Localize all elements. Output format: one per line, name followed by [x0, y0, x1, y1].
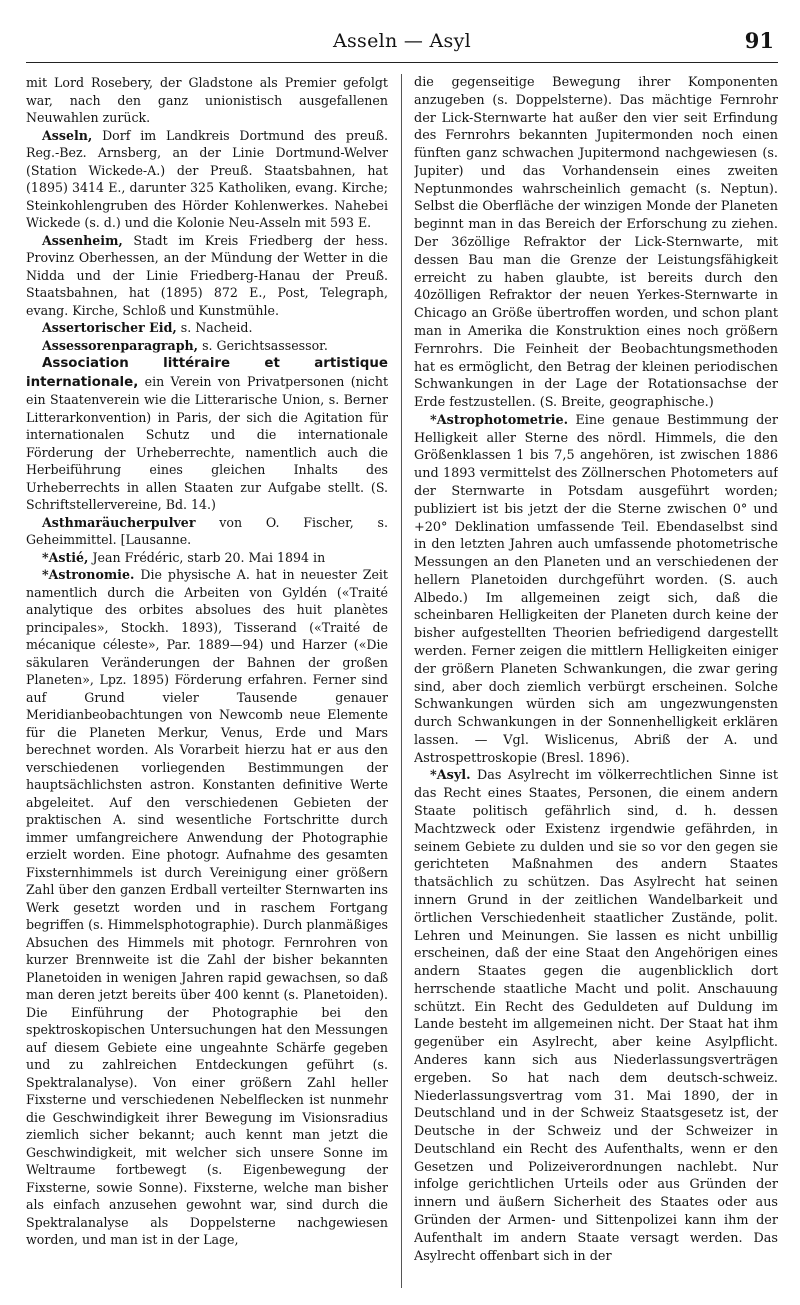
entry-headword: Asseln,: [42, 127, 93, 143]
entry-text: s. Nacheid.: [176, 320, 253, 335]
entry-text: Jean Frédéric, starb 20. Mai 1894 in: [88, 549, 326, 565]
entry-headword: Asthmaräucherpulver: [42, 514, 196, 530]
entry-text: mit Lord Rosebery, der Gladstone als Premier gefolgt war, nach den ganz unionistisch ausgefallenen Neuwahlen zurück.: [26, 75, 388, 125]
entry-text: s. Gerichtsassessor.: [198, 337, 328, 353]
entry-text: Dorf im Landkreis Dortmund des preuß. Reg.-Bez. Arnsberg, an der Linie Dortmund-Welver (Station Wickede-A.) der Preuß. Staatsbahnen, hat (1895) 3414 E., darunter 325 Katholiken, evang. Kirche; Steinkohlengruben des Hörder Kohlenwerkes. Nahebei Wickede (s. d.) und die Kolonie Neu-Asseln mit 593 E.: [26, 127, 388, 230]
entry-headword: Assertorischer Eid,: [42, 320, 177, 335]
entry-asseln: [26, 127, 388, 232]
entry-asthmaraeucherpulver: [26, 514, 388, 549]
entry-headword: Assessorenparagraph,: [42, 337, 199, 353]
entry-text: Das Asylrecht im völkerrechtlichen Sinne ist das Recht eines Staates, Personen, die einem andern Staate politisch gefährlich sind, d. h. dessen Machtzweck oder Existenz irgendwie gefährden, in seinem Gebiete zu dulden und sie so vor den gegen sie gerichteten Maßnahmen des andern Staates thatsächlich zu schützen. Das Asylrecht hat seinen innern Grund in der zeitlichen Wandelbarkeit und örtlichen Verschiedenheit staatlicher Zustände, polit. Lehren und Meinungen. Sie lassen es nicht unbillig erscheinen, daß der eine Staat den Angehörigen eines andern Staates gegen die augenblicklich dort herrschende staatliche Macht und polit. Anschauung schützt. Ein Recht des Geduldeten auf Duldung im Lande besteht im allgemeinen nicht. Der Staat hat ihm gegenüber ein Asylrecht, aber keine Asylpflicht. Anderes kann sich aus Niederlassungsverträgen ergeben. So hat nach dem deutsch-schweiz. Niederlassungsvertrag vom 31. Mai 1890, der in Deutschland und in der Schweiz Staatsgesetz ist, der Deutsche in der Schweiz und der Schweizer in Deutschland ein Recht des Aufenthalts, wenn er den Gesetzen und Polizeiverordnungen nachlebt. Nur infolge gerichtlichen Urteils oder aus Gründen der innern und äußern Sicherheit des Staates oder aus Gründen der Armen- und Sittenpolizei kann ihm der Aufenthalt im andern Staate versagt werden. Das Asylrecht offenbart sich in der: [414, 768, 778, 1264]
entry-text: Stadt im Kreis Friedberg der hess. Provinz Oberhessen, an der Mündung der Wetter in die Nidda und der Linie Friedberg-Hanau der Preuß. Staatsbahnen, hat (1895) 872 E., Post, Telegraph, evang. Kirche, Schloß und Kunstmühle.: [26, 232, 388, 318]
entry-astie: [26, 549, 388, 567]
entry-headword: *Astronomie.: [42, 567, 135, 582]
entry-text: von O. Fischer, s. Geheimmittel. [Lausanne.: [26, 514, 388, 547]
entry-text: die gegenseitige Bewegung ihrer Komponenten anzugeben (s. Doppelsterne). Das mächtige Fernrohr der Lick-Sternwarte hat außer den vier seit Erfindung des Fernrohrs bekannten Jupitermonden noch einen fünften ganz schwachen Jupitermond nachgewiesen (s. Jupiter) und das Vorhandensein eines zweiten Neptunmondes wahrscheinlich gemacht (s. Neptun). Selbst die Oberfläche der winzigen Monde der Planeten beginnt man in das Bereich der Erforschung zu ziehen. Der 36zöllige Refraktor der Lick-Sternwarte, mit dessen Bau man die Grenze der Leistungsfähigkeit erreicht zu haben glaubte, ist bereits durch den 40zölligen Refraktor der neuen Yerkes-Sternwarte in Chicago an Größe übertroffen worden, und schon plant man in Amerika die Konstruktion eines noch größern Fernrohrs. Die Feinheit der Beobachtungsmethoden hat es ermöglicht, den Betrag der kleinen periodischen Schwankungen in der Lage der Rotationsachse der Erde festzustellen. (S. Breite, geographische.): [414, 75, 778, 411]
page-header: [26, 22, 778, 63]
left-continuation: [26, 74, 388, 127]
entry-text: ein Verein von Privatpersonen (nicht ein Staatenverein wie die Litterarische Union, s. Berner Litterarkonvention) in Paris, der sich die Agitation für internationalen Schutz und die internationale Förderung der Urheberrechte, namentlich auch die Herbeiführung eines gleichen Inhalts des Urheberrechts in allen Staaten zur Aufgabe stellt. (S. Schriftstellervereine, Bd. 14.): [26, 373, 388, 512]
entry-astrophotometrie: [414, 412, 778, 768]
entry-headword: Assenheim,: [42, 232, 123, 248]
right-column: [414, 74, 778, 1288]
column-divider: [401, 74, 402, 1288]
left-column: [26, 74, 388, 1288]
entry-asyl: [414, 767, 778, 1265]
entry-assenheim: [26, 232, 388, 320]
running-title: Asseln — Asyl: [332, 30, 472, 52]
entry-assessorenparagraph: [26, 337, 388, 355]
entry-association-litteraire: [26, 354, 388, 514]
entry-headword: *Asyl.: [430, 768, 471, 784]
entry-assertorischer-eid: [26, 319, 388, 337]
entry-text: Eine genaue Bestimmung der Helligkeit aller Sterne des nördl. Himmels, die den Größenklassen 1 bis 7,5 angehören, ist zwischen 1886 und 1893 vermittelst des Zöllnerschen Photometers auf der Sternwarte in Potsdam ausgeführt worden; publiziert ist bis jetzt der die Sterne zwischen 0° und +20° Deklination umfassende Teil. Ebendaselbst sind in den letzten Jahren auch umfassende photometrische Messungen an den Planeten und an verschiedenen der hellern Planetoiden durchgeführt worden. (S. auch Albedo.) Im allgemeinen zeigt sich, daß die scheinbaren Helligkeiten der Planeten durch keine der bisher aufgestellten Theorien befriedigend dargestellt werden. Ferner zeigen die mittlern Helligkeiten einiger der größern Planeten Schwankungen, die zwar gering sind, aber doch ziemlich verbürgt erscheinen. Solche Schwankungen würden sich am ungezwungensten durch Schwankungen in der Sonnenhelligkeit erklären lassen. — Vgl. Wislicenus, Abriß der A. und Astrospettroskopie (Bresl. 1896).: [414, 412, 778, 766]
entry-headword: *Astié,: [42, 549, 89, 565]
entry-text: Die physische A. hat in neuester Zeit namentlich durch die Arbeiten von Gyldén («Traité analytique des orbites absolues des huit planètes principales», Stockh. 1893), Tisserand («Traité de mécanique céleste», Par. 1889—94) und Harzer («Die säkularen Veränderungen der Bahnen der großen Planeten», Lpz. 1895) Förderung erfahren. Ferner sind auf Grund vieler Tausende genauer Meridianbeobachtungen von Newcomb neue Elemente für die Planeten Merkur, Venus, Erde und Mars berechnet worden. Als Vorarbeit hierzu hat er aus den verschiedenen vorliegenden Bestimmungen der hauptsächlichsten astron. Konstanten definitive Werte abgeleitet. Auf den verschiedenen Gebieten der praktischen A. sind wesentliche Fortschritte durch immer umfangreichere Anwendung der Photographie erzielt worden. Eine photogr. Aufnahme des gesamten Fixsternhimmels ist durch Vereinigung einer größern Zahl über den ganzen Erdball verteilter Sternwarten ins Werk gesetzt worden und in raschem Fortgang begriffen (s. Himmelsphotographie). Durch planmäßiges Absuchen des Himmels mit photogr. Fernrohren von kurzer Brennweite ist die Zahl der bisher bekannten Planetoiden in wenigen Jahren rapid gewachsen, so daß man deren jetzt bereits über 400 kennt (s. Planetoiden). Die Einführung der Photographie bei den spektroskopischen Untersuchungen hat den Messungen auf diesem Gebiete eine ungeahnte Schärfe gegeben und zu zahlreichen Entdeckungen geführt (s. Spektralanalyse). Von einer größern Zahl heller Fixsterne und verschiedenen Nebelflecken ist nunmehr die Geschwindigkeit ihrer Bewegung im Visionsradius ziemlich sicher bekannt; auch kennt man jetzt die Geschwindigkeit, mit welcher sich unsere Sonne im Weltraume fortbewegt (s. Eigenbewegung der Fixsterne, sowie Sonne). Fixsterne, welche man bisher als einfach anzusehen gewohnt war, sind durch die Spektralanalyse als Doppelsterne nachgewiesen worden, und man ist in der Lage,: [26, 567, 388, 1247]
entry-headword: Association littéraire et artistique internationale,: [26, 356, 388, 390]
entry-headword: *Astrophotometrie.: [430, 412, 569, 428]
entry-astronomie: [26, 566, 388, 1249]
right-continuation: [414, 74, 778, 412]
page-number: 91: [744, 28, 774, 53]
